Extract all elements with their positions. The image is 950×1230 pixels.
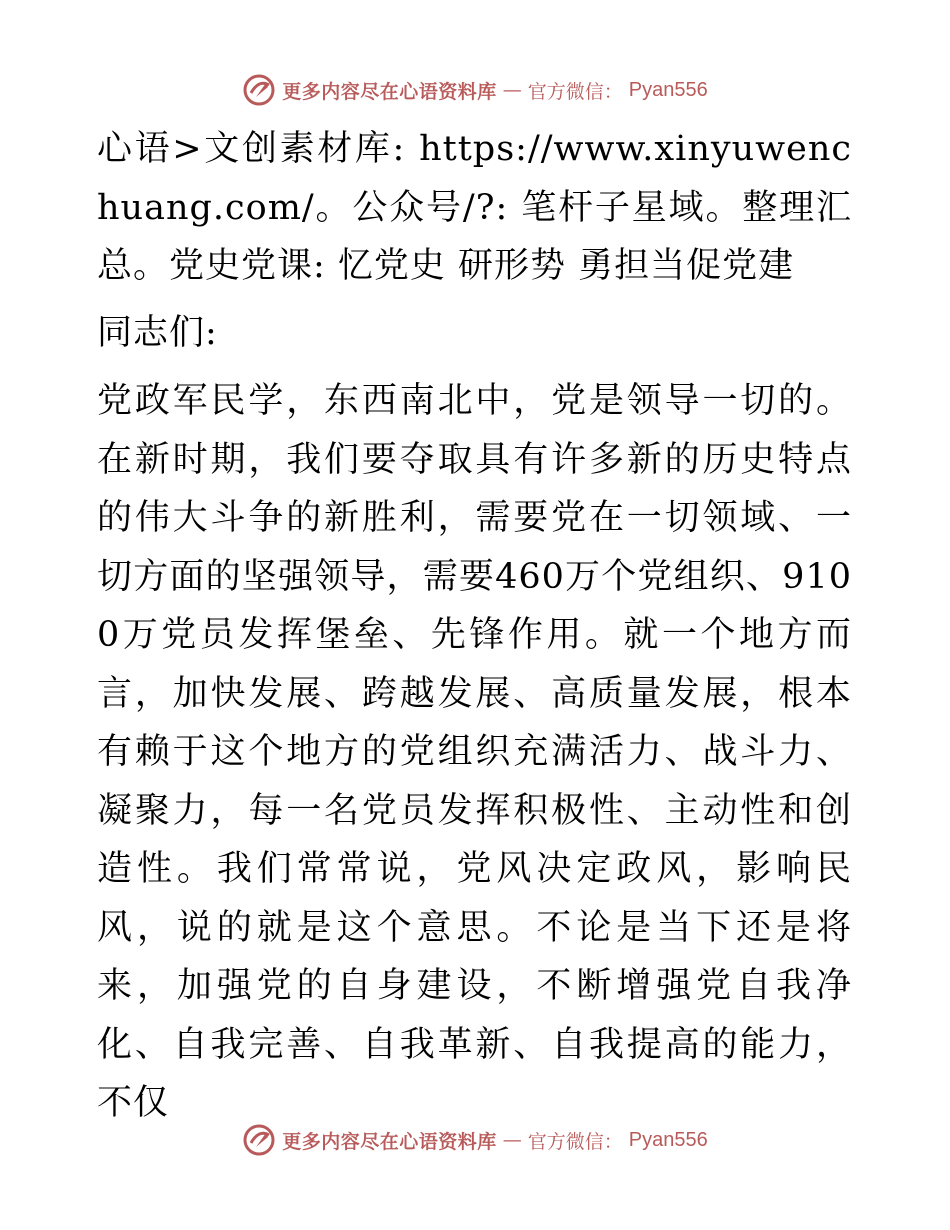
brand-logo-icon: [242, 73, 276, 107]
banner-wechat-id: Pyan556: [628, 1128, 708, 1151]
body-paragraph: 党政军民学，东西南北中，党是领导一切的。在新时期，我们要夺取具有许多新的历史特点的伟大斗争的新胜利，需要党在一切领域、一切方面的坚强领导，需要460万个党组织、9100万党员发挥堡垒、先锋作用。就一个地方而言，加快发展、跨越发展、高质量发展，根本有赖于这个地方的党组织充满活力、战斗力、凝聚力，每一名党员发挥积极性、主动性和创造性。我们常常说，党风决定政风，影响民风，说的就是这个意思。不论是当下还是将来，加强党的自身建设，不断增强党自我净化、自我完善、自我革新、自我提高的能力，不仅: [97, 381, 852, 1123]
banner-text: 更多内容尽在心语资料库: [282, 80, 497, 103]
banner-dash: —: [502, 1129, 522, 1151]
intro-paragraph: 心语>文创素材库: https://www.xinyuwenchuang.com/。公众号/?: 笔杆子星域。整理汇总。党史党课: 忆党史 研形势 勇担当促党建: [97, 129, 852, 286]
banner-wechat-label: 官方微信：: [527, 80, 623, 103]
footer-watermark: [0, 1120, 950, 1160]
banner-dash: —: [502, 79, 522, 101]
banner-wechat-id: Pyan556: [628, 78, 708, 101]
brand-logo-icon: [242, 1123, 276, 1157]
banner-text: 更多内容尽在心语资料库: [282, 1130, 497, 1153]
greeting: 同志们:: [97, 312, 218, 353]
document-body: [97, 120, 852, 1133]
banner-wechat-label: 官方微信：: [527, 1130, 623, 1153]
header-watermark: [0, 70, 950, 110]
